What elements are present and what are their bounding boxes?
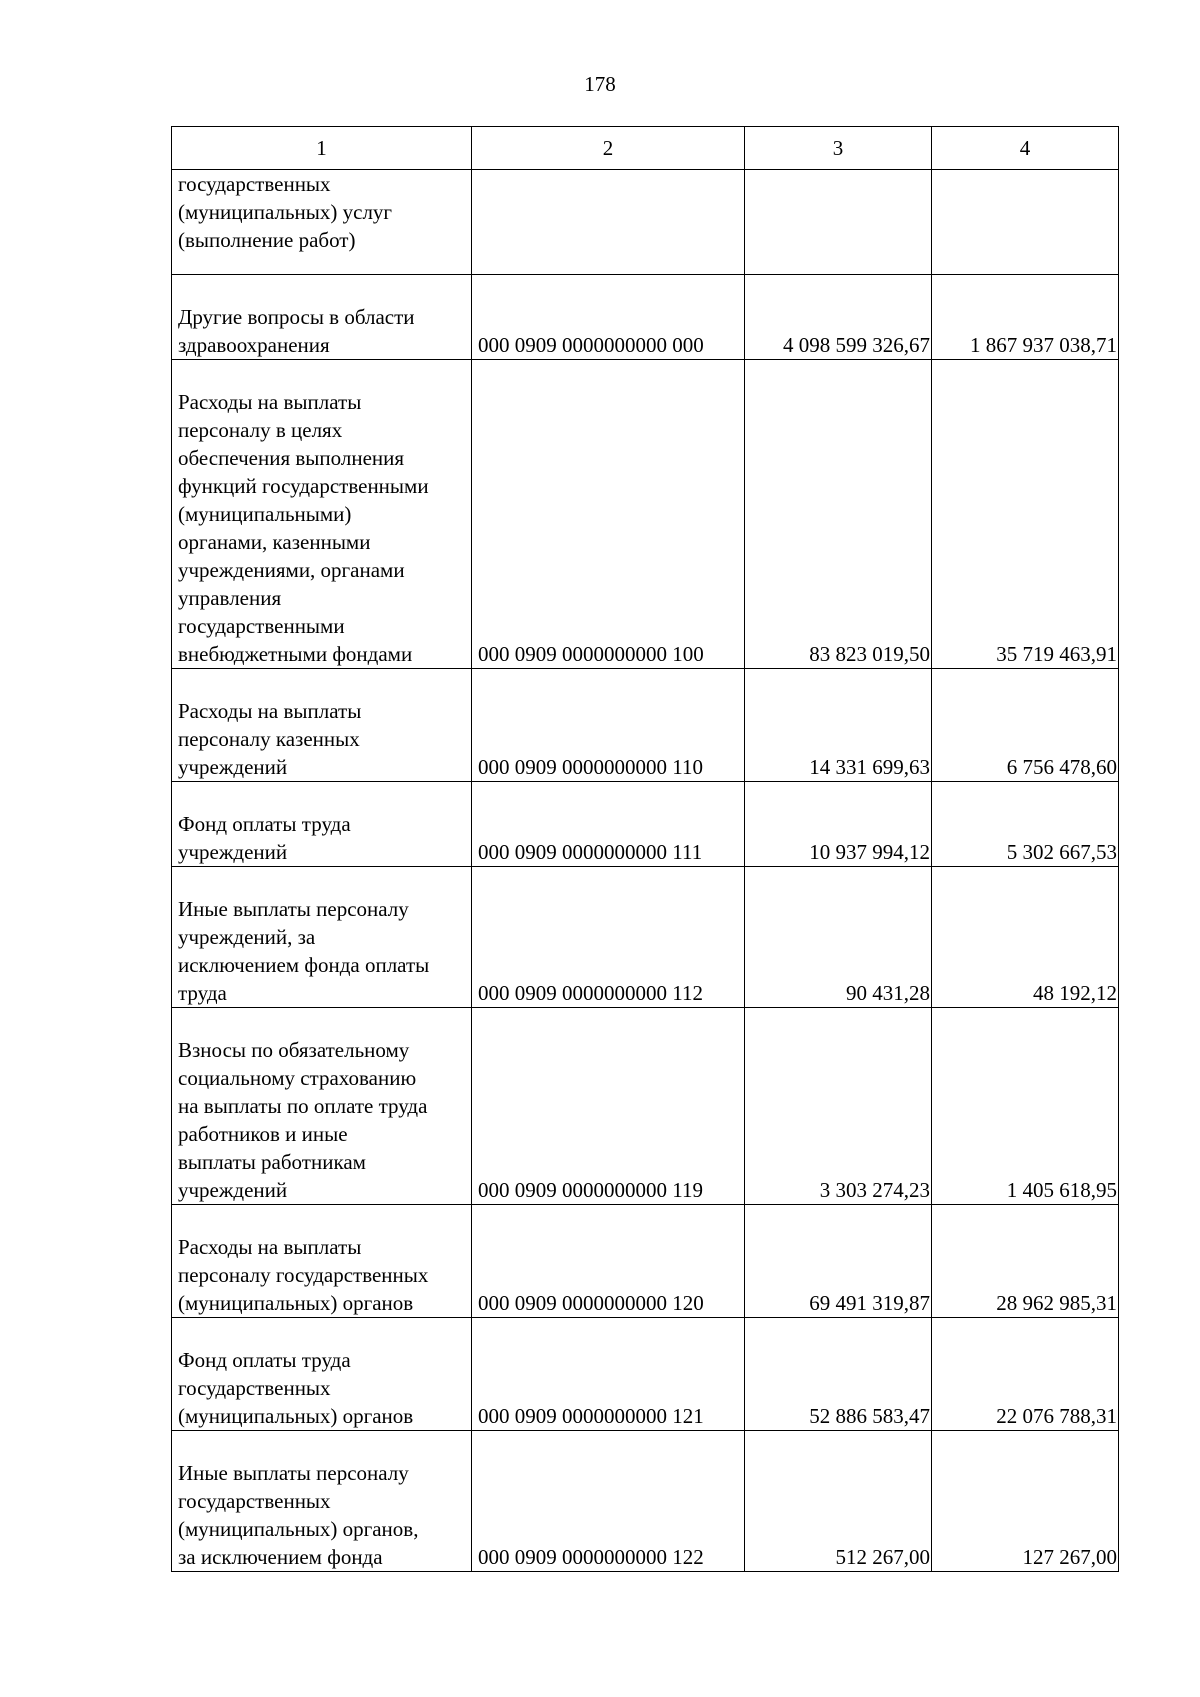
row-code: 000 0909 0000000000 121 [472,1318,745,1431]
row-name-cell [172,782,472,867]
table-row [172,782,1119,867]
table-row [172,360,1119,669]
row-value-4: 1 867 937 038,71 [932,275,1119,360]
row-value-3: 83 823 019,50 [745,360,932,669]
row-value-4: 22 076 788,31 [932,1318,1119,1431]
column-header-1: 1 [172,127,472,170]
row-code: 000 0909 0000000000 120 [472,1205,745,1318]
row-name-cell [172,170,472,275]
row-code: 000 0909 0000000000 000 [472,275,745,360]
row-code: 000 0909 0000000000 111 [472,782,745,867]
column-header-2: 2 [472,127,745,170]
row-value-4: 5 302 667,53 [932,782,1119,867]
row-value-3: 512 267,00 [745,1431,932,1572]
table-row [172,1008,1119,1205]
row-name-cell [172,867,472,1008]
row-value-4: 35 719 463,91 [932,360,1119,669]
row-name: Иные выплаты персоналу учреждений, за исключением фонда оплаты труда [178,897,430,1005]
table-row [172,669,1119,782]
row-name: Расходы на выплаты персоналу казенных учреждений [178,699,362,779]
row-name: Расходы на выплаты персоналу государственных (муниципальных) органов [178,1235,429,1315]
row-name: Фонд оплаты труда государственных (муниципальных) органов [178,1348,414,1428]
row-name-cell [172,1318,472,1431]
row-value-3 [745,170,932,275]
row-name: Иные выплаты персоналу государственных (муниципальных) органов, за исключением фонда [178,1461,419,1569]
budget-table [171,126,1119,1572]
row-value-4: 1 405 618,95 [932,1008,1119,1205]
row-value-3: 14 331 699,63 [745,669,932,782]
row-code: 000 0909 0000000000 112 [472,867,745,1008]
row-code: 000 0909 0000000000 100 [472,360,745,669]
row-name: Другие вопросы в области здравоохранения [178,305,415,357]
column-header-4: 4 [932,127,1119,170]
row-value-3: 69 491 319,87 [745,1205,932,1318]
row-name: Взносы по обязательному социальному страхованию на выплаты по оплате труда работников и иные выплаты работникам учреждений [178,1038,428,1202]
row-value-3: 52 886 583,47 [745,1318,932,1431]
row-value-4: 48 192,12 [932,867,1119,1008]
table-row [172,1431,1119,1572]
row-value-4: 6 756 478,60 [932,669,1119,782]
table-row [172,1318,1119,1431]
row-name-cell [172,360,472,669]
row-name: Расходы на выплаты персоналу в целях обеспечения выполнения функций государственными (муниципальными) органами, казенными учреждениями, органами управления государственными внебюджетными фондами [178,390,429,666]
table-row [172,1205,1119,1318]
row-name: государственных (муниципальных) услуг (выполнение работ) [178,172,393,252]
row-code: 000 0909 0000000000 122 [472,1431,745,1572]
table-header-row [172,127,1119,170]
page-number: 178 [584,72,616,96]
table-row [172,867,1119,1008]
table-row [172,170,1119,275]
row-value-3: 4 098 599 326,67 [745,275,932,360]
row-value-4: 127 267,00 [932,1431,1119,1572]
row-code: 000 0909 0000000000 119 [472,1008,745,1205]
row-code [472,170,745,275]
column-header-3: 3 [745,127,932,170]
table-row [172,275,1119,360]
row-name: Фонд оплаты труда учреждений [178,812,351,864]
row-name-cell [172,669,472,782]
row-code: 000 0909 0000000000 110 [472,669,745,782]
row-name-cell [172,1008,472,1205]
row-value-3: 90 431,28 [745,867,932,1008]
row-value-3: 3 303 274,23 [745,1008,932,1205]
row-name-cell [172,275,472,360]
row-value-4: 28 962 985,31 [932,1205,1119,1318]
row-name-cell [172,1431,472,1572]
row-name-cell [172,1205,472,1318]
row-value-4 [932,170,1119,275]
row-value-3: 10 937 994,12 [745,782,932,867]
